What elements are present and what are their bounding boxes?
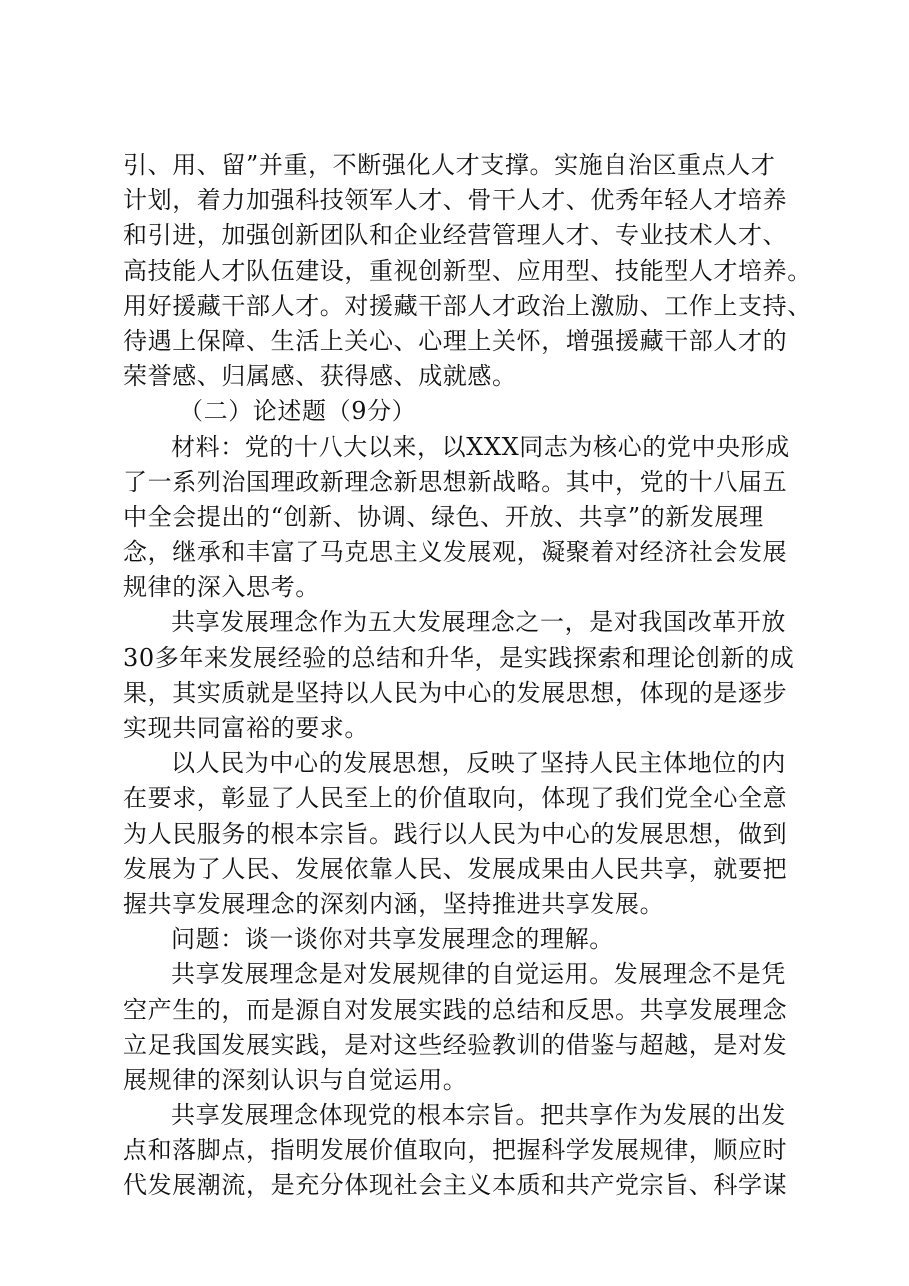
text-line: 材料：党的十八大以来，以XXX同志为核心的党中央形成 [171,432,790,461]
question-line: 问题：谈一谈你对共享发展理念的理解。 [171,925,614,954]
text-line: 规律的深入思考。 [123,573,320,602]
text-line: 共享发展理念作为五大发展理念之一，是对我国改革开放 [171,608,786,637]
text-line: 点和落脚点，指明发展价值取向，把握科学发展规律，顺应时 [123,1136,788,1165]
text-line: 30多年来发展经验的总结和升华，是实践探索和理论创新的成 [123,643,795,672]
text-line: 果，其实质就是坚持以人民为中心的发展思想，体现的是逐步 [123,678,788,707]
text-line: 和引进，加强创新团队和企业经营管理人才、专业技术人才、 [123,221,788,250]
text-line: 为人民服务的根本宗旨。践行以人民为中心的发展思想，做到 [123,819,788,848]
text-line: 握共享发展理念的深刻内涵，坚持推进共享发展。 [123,889,665,918]
text-line: 用好援藏干部人才。对援藏干部人才政治上激励、工作上支持、 [123,291,812,320]
text-line: 中全会提出的“创新、协调、绿色、开放、共享”的新发展理 [123,502,764,531]
text-line: 引、用、留”并重，不断强化人才支撑。实施自治区重点人才 [123,151,776,179]
text-line: 实现共同富裕的要求。 [123,714,369,742]
text-line: 在要求，彰显了人民至上的价值取向，体现了我们党全心全意 [123,784,788,813]
text-line: 展规律的深刻认识与自觉运用。 [123,1065,468,1094]
text-line: 待遇上保障、生活上关心、心理上关怀，增强援藏干部人才的 [123,326,788,355]
text-line: 以人民为中心的发展思想，反映了坚持人民主体地位的内 [171,749,786,778]
text-line: 发展为了人民、发展依靠人民、发展成果由人民共享，就要把 [123,854,788,883]
text-line: 共享发展理念是对发展规律的自觉运用。发展理念不是凭 [171,960,786,989]
text-line: 空产生的，而是源自对发展实践的总结和反思。共享发展理念 [123,995,788,1024]
text-line: 立足我国发展实践，是对这些经验教训的借鉴与超越，是对发 [123,1030,788,1059]
document-body [123,148,812,1204]
section-heading: （二）论述题（9分） [179,397,417,426]
text-line: 荣誉感、归属感、获得感、成就感。 [123,362,517,391]
text-line: 计划，着力加强科技领军人才、骨干人才、优秀年轻人才培养 [123,186,788,215]
text-line: 念，继承和丰富了马克思主义发展观，凝聚着对经济社会发展 [123,538,788,567]
text-line: 共享发展理念体现党的根本宗旨。把共享作为发展的出发 [171,1101,786,1130]
text-line: 高技能人才队伍建设，重视创新型、应用型、技能型人才培养。 [123,256,812,285]
text-line: 代发展潮流，是充分体现社会主义本质和共产党宗旨、科学谋 [123,1171,788,1200]
text-line: 了一系列治国理政新理念新思想新战略。其中，党的十八届五 [123,467,788,496]
